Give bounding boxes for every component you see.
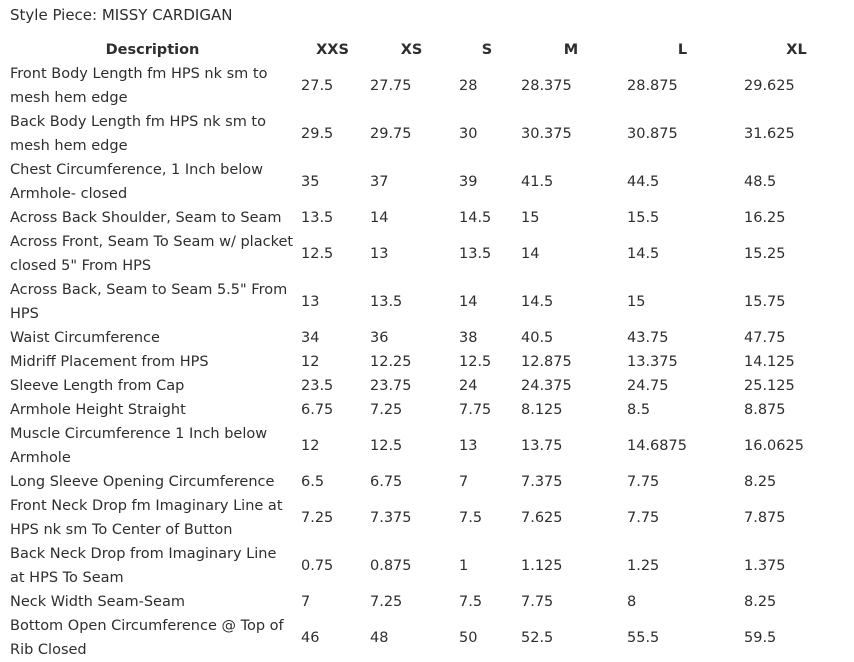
column-header-description: Description	[105, 42, 200, 58]
value-s: 13.5	[459, 246, 492, 262]
value-xs: 0.875	[370, 558, 412, 574]
table-row	[7, 470, 852, 494]
value-xs: 12.25	[370, 354, 412, 370]
column-header-l: L	[677, 42, 688, 58]
value-s: 7.5	[459, 594, 483, 610]
value-xl: 31.625	[744, 126, 795, 142]
value-xxs: 46	[301, 630, 320, 646]
value-xs: 7.25	[370, 402, 403, 418]
value-l: 7.75	[627, 474, 660, 490]
value-xl: 15.75	[744, 294, 786, 310]
value-xl: 59.5	[744, 630, 777, 646]
value-xl: 8.875	[744, 402, 786, 418]
value-xl: 16.0625	[744, 438, 804, 454]
value-xxs: 12.5	[301, 246, 334, 262]
value-s: 14	[459, 294, 478, 310]
value-xl: 7.875	[744, 510, 786, 526]
value-xs: 6.75	[370, 474, 403, 490]
value-xs: 13.5	[370, 294, 403, 310]
value-l: 24.75	[627, 378, 669, 394]
size-spec-table	[7, 38, 852, 662]
table-row	[7, 62, 852, 110]
value-s: 14.5	[459, 210, 492, 226]
column-header-xs: XS	[400, 42, 423, 58]
column-header-xxs: XXS	[316, 42, 349, 58]
value-xl: 8.25	[744, 474, 777, 490]
measurement-description: Armhole Height Straight	[10, 402, 186, 418]
value-l: 28.875	[627, 78, 678, 94]
value-xl: 8.25	[744, 594, 777, 610]
table-row	[7, 230, 852, 278]
column-header-m: M	[563, 42, 579, 58]
value-xs: 27.75	[370, 78, 412, 94]
value-m: 30.375	[521, 126, 572, 142]
value-m: 24.375	[521, 378, 572, 394]
value-s: 12.5	[459, 354, 492, 370]
value-s: 39	[459, 174, 478, 190]
measurement-description: Bottom Open Circumference @ Top of Rib Closed	[10, 618, 284, 658]
value-l: 55.5	[627, 630, 660, 646]
value-l: 14.5	[627, 246, 660, 262]
value-xxs: 29.5	[301, 126, 334, 142]
value-xxs: 7.25	[301, 510, 334, 526]
value-xl: 47.75	[744, 330, 786, 346]
value-m: 7.375	[521, 474, 563, 490]
value-s: 24	[459, 378, 478, 394]
value-xxs: 13	[301, 294, 320, 310]
value-m: 14.5	[521, 294, 554, 310]
value-xs: 36	[370, 330, 389, 346]
measurement-description: Long Sleeve Opening Circumference	[10, 474, 275, 490]
value-m: 7.75	[521, 594, 554, 610]
value-m: 13.75	[521, 438, 563, 454]
value-s: 7.75	[459, 402, 492, 418]
value-xs: 12.5	[370, 438, 403, 454]
table-row	[7, 206, 852, 230]
value-m: 7.625	[521, 510, 563, 526]
measurement-description: Chest Circumference, 1 Inch below Armhole- closed	[10, 162, 264, 202]
table-row	[7, 614, 852, 662]
value-s: 1	[459, 558, 469, 574]
value-s: 7	[459, 474, 469, 490]
value-xxs: 27.5	[301, 78, 334, 94]
value-xxs: 7	[301, 594, 311, 610]
value-xl: 14.125	[744, 354, 795, 370]
table-row	[7, 590, 852, 614]
value-m: 12.875	[521, 354, 572, 370]
measurement-description: Front Neck Drop fm Imaginary Line at HPS nk sm To Center of Button	[10, 498, 283, 538]
value-xxs: 34	[301, 330, 320, 346]
value-m: 41.5	[521, 174, 554, 190]
value-xxs: 0.75	[301, 558, 334, 574]
table-row	[7, 278, 852, 326]
measurement-description: Across Back Shoulder, Seam to Seam	[10, 210, 282, 226]
value-l: 13.375	[627, 354, 678, 370]
value-xl: 15.25	[744, 246, 786, 262]
value-m: 40.5	[521, 330, 554, 346]
value-xs: 48	[370, 630, 389, 646]
value-l: 8	[627, 594, 637, 610]
value-m: 15	[521, 210, 540, 226]
measurement-description: Muscle Circumference 1 Inch below Armhole	[10, 426, 268, 466]
table-row	[7, 326, 852, 350]
value-s: 50	[459, 630, 478, 646]
value-xxs: 35	[301, 174, 320, 190]
column-header-s: S	[481, 42, 493, 58]
measurement-description: Front Body Length fm HPS nk sm to mesh hem edge	[10, 66, 268, 106]
value-xs: 23.75	[370, 378, 412, 394]
value-m: 28.375	[521, 78, 572, 94]
value-l: 30.875	[627, 126, 678, 142]
value-m: 8.125	[521, 402, 563, 418]
value-m: 14	[521, 246, 540, 262]
value-xxs: 13.5	[301, 210, 334, 226]
table-row	[7, 110, 852, 158]
measurement-description: Back Body Length fm HPS nk sm to mesh hem edge	[10, 114, 266, 154]
value-s: 7.5	[459, 510, 483, 526]
value-s: 38	[459, 330, 478, 346]
value-xxs: 12	[301, 438, 320, 454]
value-s: 30	[459, 126, 478, 142]
measurement-description: Neck Width Seam-Seam	[10, 594, 185, 610]
measurement-description: Across Front, Seam To Seam w/ placket closed 5" From HPS	[10, 234, 294, 274]
value-xxs: 12	[301, 354, 320, 370]
value-l: 14.6875	[627, 438, 687, 454]
value-l: 1.25	[627, 558, 660, 574]
table-row	[7, 422, 852, 470]
table-row	[7, 374, 852, 398]
table-row	[7, 158, 852, 206]
value-xs: 7.25	[370, 594, 403, 610]
value-xs: 14	[370, 210, 389, 226]
measurement-description: Sleeve Length from Cap	[10, 378, 185, 394]
value-xl: 16.25	[744, 210, 786, 226]
value-xs: 37	[370, 174, 389, 190]
value-xxs: 23.5	[301, 378, 334, 394]
value-xl: 29.625	[744, 78, 795, 94]
value-xl: 25.125	[744, 378, 795, 394]
measurement-description: Waist Circumference	[10, 330, 160, 346]
value-xs: 7.375	[370, 510, 412, 526]
value-xs: 29.75	[370, 126, 412, 142]
page-title: Style Piece: MISSY CARDIGAN	[10, 6, 233, 24]
table-row	[7, 542, 852, 590]
measurement-description: Midriff Placement from HPS	[10, 354, 209, 370]
value-xxs: 6.5	[301, 474, 325, 490]
value-xxs: 6.75	[301, 402, 334, 418]
value-m: 52.5	[521, 630, 554, 646]
value-l: 15	[627, 294, 646, 310]
value-s: 13	[459, 438, 478, 454]
value-xs: 13	[370, 246, 389, 262]
value-l: 15.5	[627, 210, 660, 226]
value-xl: 1.375	[744, 558, 786, 574]
measurement-description: Back Neck Drop from Imaginary Line at HPS To Seam	[10, 546, 277, 586]
table-row	[7, 398, 852, 422]
value-m: 1.125	[521, 558, 563, 574]
value-l: 43.75	[627, 330, 669, 346]
value-l: 8.5	[627, 402, 651, 418]
value-s: 28	[459, 78, 478, 94]
value-xl: 48.5	[744, 174, 777, 190]
column-header-xl: XL	[786, 42, 807, 58]
table-row	[7, 350, 852, 374]
table-row	[7, 494, 852, 542]
header-row	[7, 38, 852, 62]
measurement-description: Across Back, Seam to Seam 5.5" From HPS	[10, 282, 288, 322]
value-l: 44.5	[627, 174, 660, 190]
value-l: 7.75	[627, 510, 660, 526]
